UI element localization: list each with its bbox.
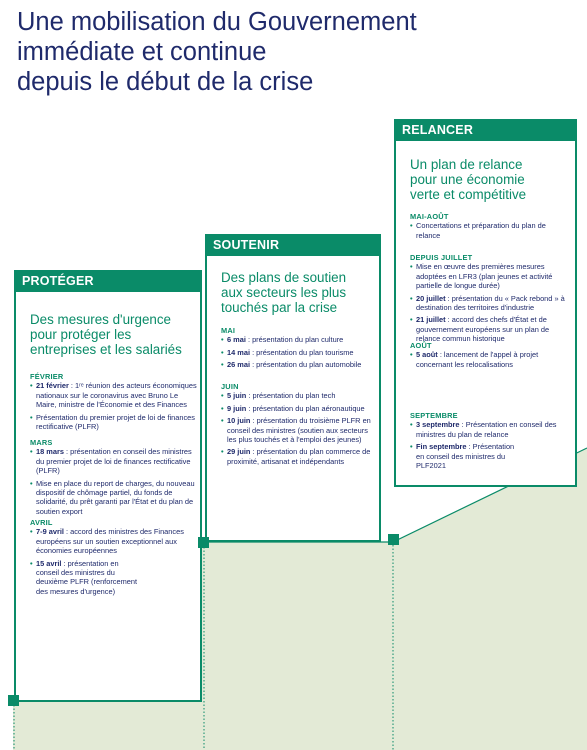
subtitle-line: pour protéger les — [30, 327, 132, 342]
item-date: 18 mars — [36, 447, 64, 457]
list-item — [221, 348, 379, 357]
column-relancer — [394, 119, 577, 487]
item-text: : Présentation en conseil des ministres du PLF2021 — [416, 442, 515, 471]
item-text: : accord des ministres des Finances européens sur un soutien exceptionnel aux économies européennes — [36, 527, 184, 556]
item-text: Mise en place du report de charges, du nouveau dispositif de chômage partiel, du fonds de solidarité, du prêt garanti par l'État et du plan de soutien export — [36, 478, 195, 516]
subtitle-line: pour une économie — [410, 172, 525, 187]
list-item — [410, 350, 572, 369]
item-text: : présentation du plan tech — [246, 391, 336, 401]
title-line: Une mobilisation du Gouvernement — [17, 8, 417, 36]
item-date: 9 juin — [227, 403, 247, 413]
section-heading: AVRIL — [30, 518, 53, 527]
item-text: : Présentation en conseil des ministres du plan de relance — [416, 420, 557, 439]
column-subtitle — [410, 157, 576, 202]
item-text: : présentation du troisième PLFR en conseil des ministres (soutien aux secteurs les plus touchés et à l'emploi des jeunes) — [227, 416, 371, 445]
item-date: 5 juin — [227, 391, 247, 401]
section-aout — [410, 341, 572, 372]
item-date: 15 avril — [36, 558, 62, 568]
list-item — [410, 262, 572, 290]
section-heading: MAI — [221, 326, 236, 335]
item-text: Mise en œuvre des premières mesures adoptées en LFR3 (plan jeunes et activité partielle de longue durée) — [416, 262, 553, 291]
list-item — [221, 416, 379, 444]
timeline-marker — [198, 537, 209, 548]
section-mai — [221, 326, 379, 373]
section-heading: JUIN — [221, 382, 239, 391]
item-text: : présentation du plan tourisme — [250, 347, 354, 357]
list-item — [221, 360, 379, 369]
section-juin — [221, 382, 379, 469]
item-date: 21 février — [36, 381, 69, 391]
column-subtitle — [30, 312, 200, 357]
list-item — [221, 335, 379, 344]
column-header: RELANCER — [394, 119, 577, 141]
column-proteger — [14, 270, 202, 702]
timeline-marker — [8, 695, 19, 706]
subtitle-line: entreprises et les salariés — [30, 342, 182, 357]
item-text: : présentation du plan culture — [245, 335, 344, 345]
column-soutenir — [205, 234, 381, 542]
section-septembre — [410, 411, 572, 473]
section-heading: AOÛT — [410, 341, 432, 350]
list-item — [410, 442, 520, 470]
subtitle-line: touchés par la crise — [221, 300, 338, 315]
subtitle-line: aux secteurs les plus — [221, 285, 347, 300]
item-date: 7-9 avril — [36, 527, 64, 537]
item-text: : lancement de l'appel à projet concernant les relocalisations — [416, 350, 539, 369]
item-text: : présentation du plan automobile — [250, 360, 362, 370]
subtitle-line: verte et compétitive — [410, 187, 527, 202]
item-text: : présentation en conseil des ministres du premier projet de loi de finances rectificative (PLFR) — [36, 447, 192, 476]
list-item — [410, 221, 572, 240]
column-header: SOUTENIR — [205, 234, 381, 256]
section-avril — [30, 518, 198, 599]
item-text: : présentation du plan aéronautique — [246, 403, 365, 413]
item-date: 20 juillet — [416, 293, 446, 303]
list-item — [221, 447, 379, 466]
list-item — [410, 420, 572, 439]
item-date: Fin septembre — [416, 442, 467, 452]
list-item — [410, 294, 572, 313]
subtitle-line: Des mesures d'urgence — [30, 312, 171, 327]
item-date: 14 mai — [227, 347, 251, 357]
item-date: 21 juillet — [416, 315, 446, 325]
section-mars — [30, 438, 198, 519]
section-heading: SEPTEMBRE — [410, 411, 458, 420]
timeline-marker — [388, 534, 399, 545]
item-text: Présentation du premier projet de loi de finances rectificative (PLFR) — [36, 412, 195, 432]
list-item — [30, 479, 198, 517]
item-text: : présentation du plan commerce de proximité, artisanat et indépendants — [227, 447, 371, 466]
list-item — [410, 315, 572, 343]
subtitle-line: Des plans de soutien — [221, 270, 347, 285]
item-text: : présentation du « Pack rebond » à destination des territoires d'industrie — [416, 293, 565, 313]
column-header: PROTÉGER — [14, 270, 202, 292]
item-date: 29 juin — [227, 447, 251, 457]
list-item — [30, 381, 198, 409]
item-date: 26 mai — [227, 360, 251, 370]
title-line: immédiate et continue — [17, 38, 267, 66]
list-item — [221, 391, 379, 400]
subtitle-line: Un plan de relance — [410, 157, 523, 172]
section-heading: DEPUIS JUILLET — [410, 253, 473, 262]
section-depuis-juillet — [410, 253, 572, 347]
column-subtitle — [221, 270, 381, 315]
section-mai-aout — [410, 212, 572, 243]
list-item — [30, 559, 140, 597]
list-item — [30, 413, 198, 432]
item-text: : présentation en conseil des ministres du deuxième PLFR (renforcement des mesures d'urgence) — [36, 558, 138, 596]
item-date: 3 septembre — [416, 420, 460, 430]
item-date: 6 mai — [227, 335, 246, 345]
list-item — [30, 527, 198, 555]
section-heading: MAI-AOÛT — [410, 212, 449, 221]
title-line: depuis le début de la crise — [17, 68, 314, 96]
item-text: : accord des chefs d'État et de gouvernement européens sur un plan de relance commun historique — [416, 315, 550, 344]
item-text: : 1ʳᵉ réunion des acteurs économiques nationaux sur le coronavirus avec Bruno Le Maire, ministre de l'Économie et des Finances — [36, 381, 197, 410]
section-fevrier — [30, 372, 198, 434]
list-item — [221, 404, 379, 413]
list-item — [30, 447, 198, 475]
section-heading: FÉVRIER — [30, 372, 64, 381]
item-date: 5 août — [416, 350, 438, 360]
item-date: 10 juin — [227, 416, 251, 426]
item-text: Concertations et préparation du plan de relance — [416, 221, 546, 240]
section-heading: MARS — [30, 438, 53, 447]
